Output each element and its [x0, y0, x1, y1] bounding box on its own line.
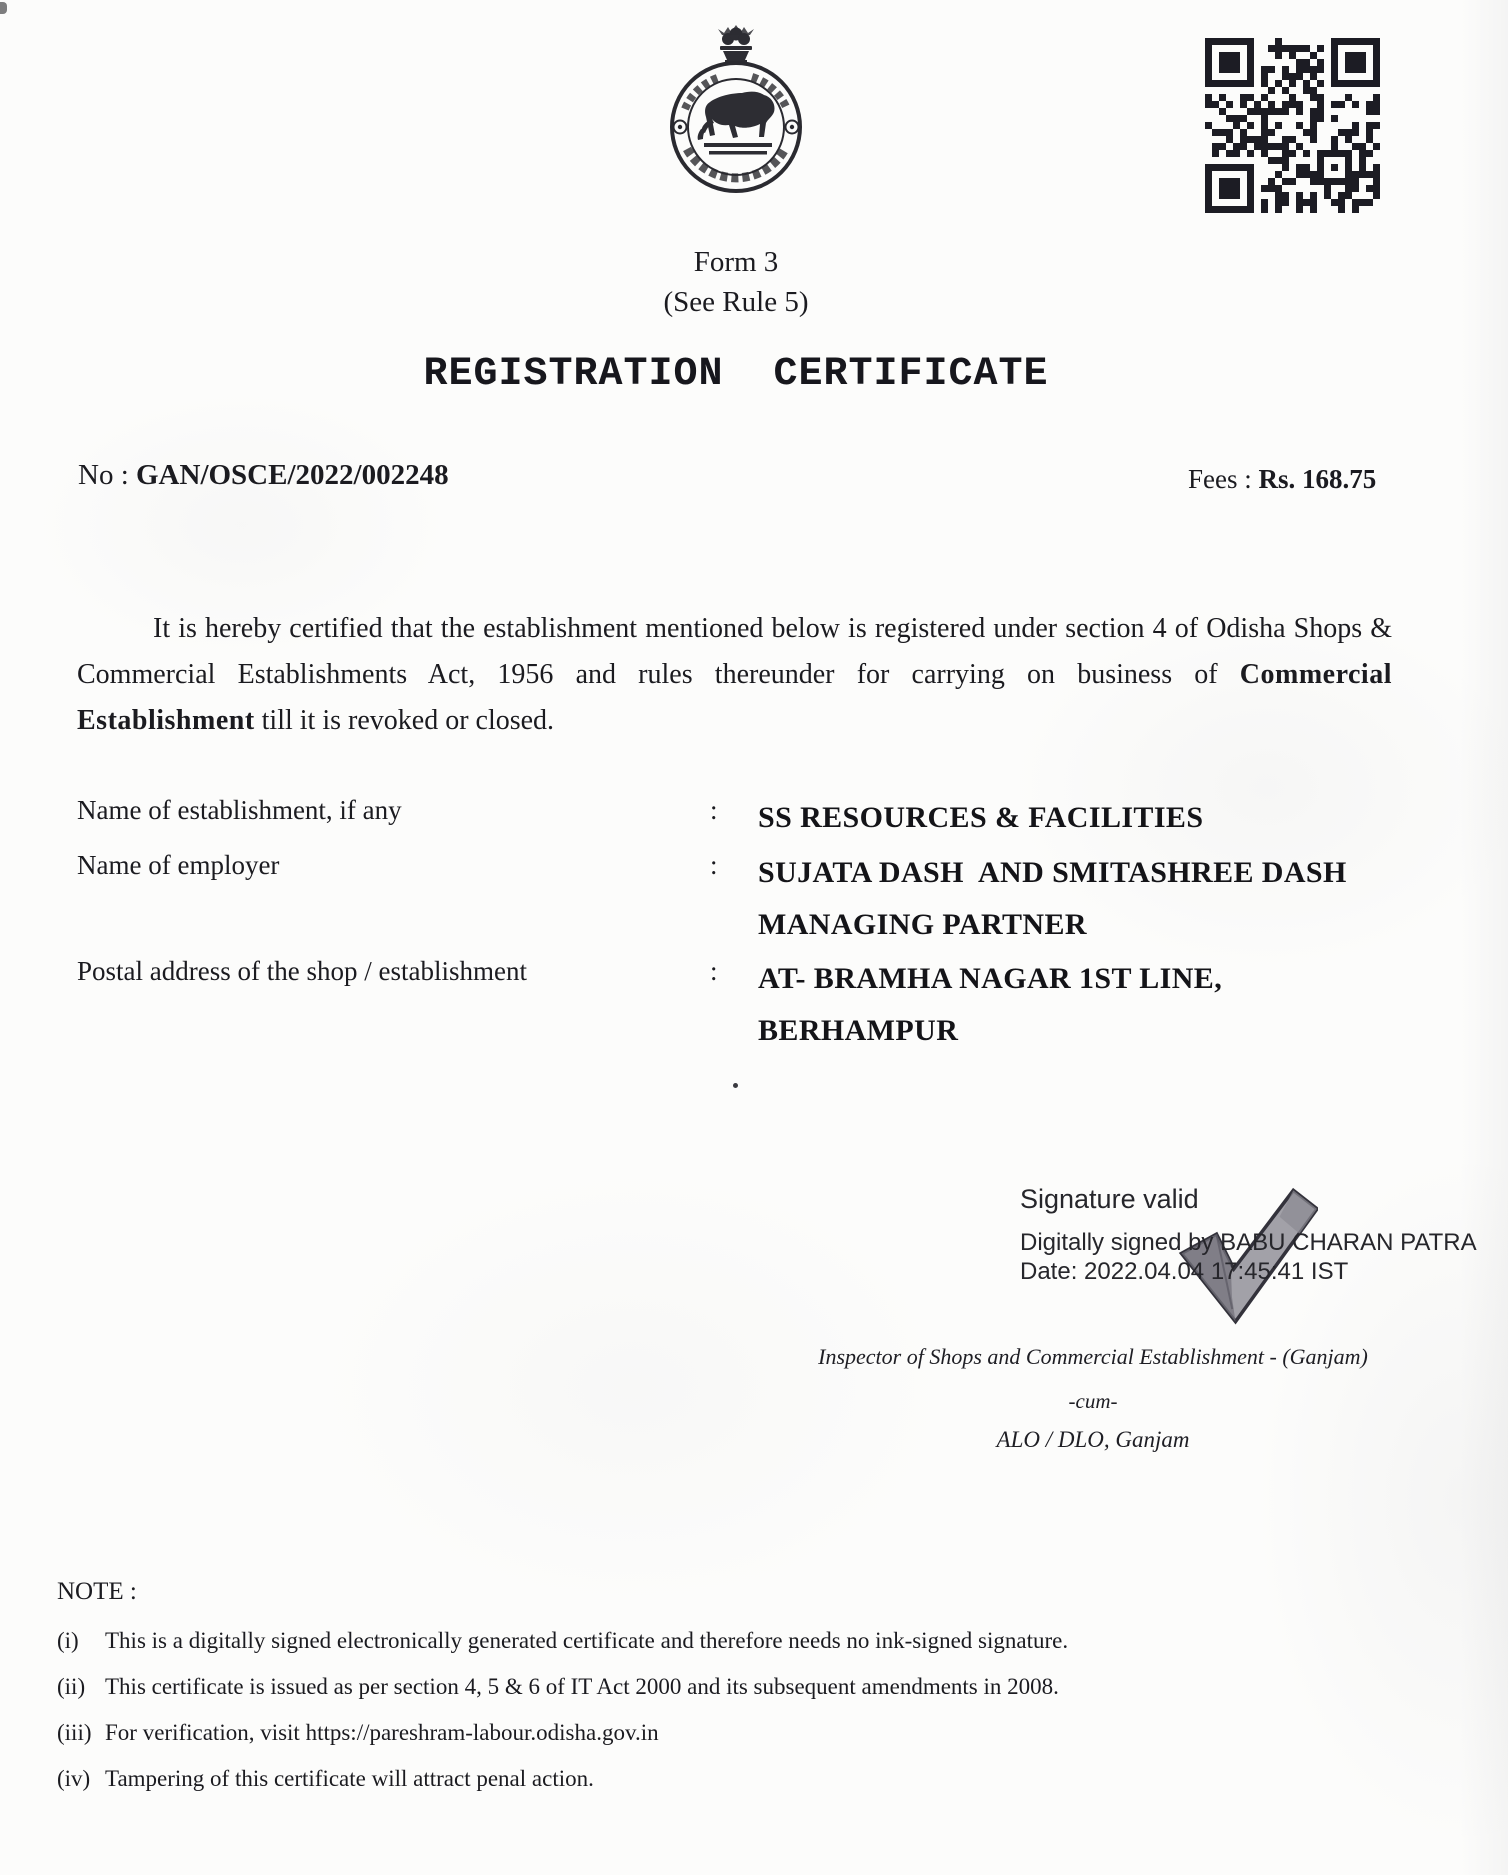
authority-office: ALO / DLO, Ganjam: [996, 1427, 1190, 1452]
note-item: [57, 1674, 1437, 1700]
note-marker: (ii): [57, 1674, 86, 1699]
note-item: [57, 1628, 1437, 1654]
form-number: Form 3: [693, 246, 779, 278]
note-text: This certificate is issued as per section 4, 5 & 6 of IT Act 2000 and its subsequent amendments in 2008.: [105, 1674, 1059, 1699]
fees-label: Fees :: [1188, 464, 1259, 494]
certificate-title: REGISTRATION CERTIFICATE: [423, 352, 1049, 397]
establishment-name: SS RESOURCES & FACILITIES: [758, 801, 1204, 834]
note-text: This is a digitally signed electronically generated certificate and therefore needs no ink-signed signature.: [105, 1628, 1069, 1653]
field-label: Name of establishment, if any: [77, 795, 402, 825]
note-marker: (iii): [57, 1720, 92, 1745]
paragraph-text-end: till it is revoked or closed.: [254, 705, 555, 736]
paragraph-bold-text: Commercial Establishment: [77, 659, 1392, 736]
form-rule-reference: (See Rule 5): [663, 286, 809, 318]
field-separator: :: [710, 795, 718, 825]
registration-number-line: [78, 459, 449, 492]
authority-title: Inspector of Shops and Commercial Establishment - (Ganjam): [818, 1344, 1368, 1369]
note-marker: (iv): [57, 1766, 91, 1791]
field-separator: :: [710, 850, 718, 880]
scan-artifact: [0, 2, 7, 14]
qr-code-icon: [1205, 38, 1380, 213]
signature-signed-by: Digitally signed by BABU CHARAN PATRA: [1020, 1229, 1477, 1256]
fees-value: Rs. 168.75: [1258, 464, 1377, 494]
odisha-state-emblem-icon: [652, 25, 822, 203]
field-label: Postal address of the shop / establishment: [77, 956, 527, 986]
address-line-2: BERHAMPUR: [758, 1014, 959, 1047]
signing-authority-block: [713, 1344, 1473, 1453]
note-marker: (i): [57, 1628, 79, 1653]
field-separator: :: [710, 956, 718, 986]
note-text: Tampering of this certificate will attract penal action.: [105, 1766, 594, 1791]
registration-number-value: GAN/OSCE/2022/002248: [136, 459, 449, 491]
certification-paragraph: [77, 606, 1392, 744]
scan-speck: [733, 1083, 738, 1088]
field-value: [758, 847, 1347, 951]
digital-signature-block: [1020, 1184, 1477, 1286]
paragraph-text: It is hereby certified that the establishment mentioned below is registered under section 4 of Odisha Shops & Commercial Establishments Act, 1956 and rules thereunder for carrying on business of: [77, 613, 1392, 690]
note-heading: NOTE :: [57, 1578, 137, 1605]
field-value: [758, 792, 1203, 844]
employer-name: SUJATA DASH AND SMITASHREE DASH: [758, 856, 1347, 889]
authority-cum: -cum-: [1068, 1389, 1118, 1413]
employer-designation: MANAGING PARTNER: [758, 908, 1087, 941]
note-text: For verification, visit https://pareshram-labour.odisha.gov.in: [105, 1720, 659, 1745]
signature-date: Date: 2022.04.04 17:45:41 IST: [1020, 1258, 1349, 1285]
signature-status: Signature valid: [1020, 1184, 1199, 1214]
note-item: [57, 1720, 1437, 1746]
field-label: Name of employer: [77, 850, 280, 880]
note-item: [57, 1766, 1437, 1792]
address-line-1: AT- BRAMHA NAGAR 1ST LINE,: [758, 962, 1223, 995]
field-value: [758, 953, 1222, 1057]
fees-line: [1188, 464, 1376, 495]
registration-number-label: No :: [78, 459, 136, 491]
